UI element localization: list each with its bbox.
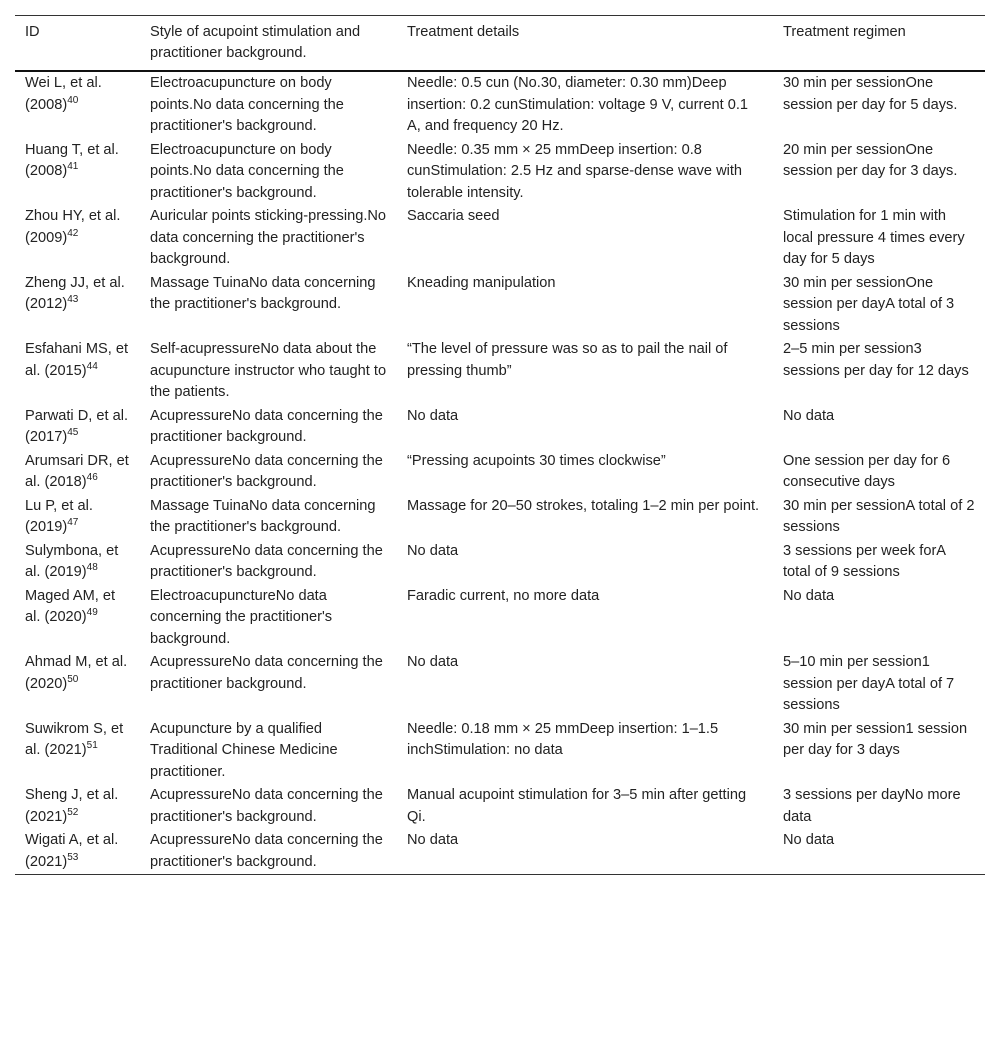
- stimulation-style-cell: Auricular points sticking-pressing.No data concerning the practitioner's background.: [150, 208, 387, 267]
- study-id: Arumsari DR, et al. (2018): [25, 452, 129, 490]
- table-row: [15, 450, 985, 495]
- stimulation-style-cell: AcupressureNo data concerning the practitioner's background.: [150, 787, 383, 825]
- table-header-row: [15, 16, 985, 72]
- study-id: Zhou HY, et al. (2009): [25, 208, 121, 246]
- stimulation-style-cell: Massage TuinaNo data concerning the practitioner's background.: [150, 497, 376, 535]
- reference-number: 48: [86, 562, 98, 573]
- header-details: Treatment details: [407, 24, 520, 40]
- study-id: Sheng J, et al. (2021): [25, 787, 119, 825]
- header-style: Style of acupoint stimulation and practitioner background.: [150, 24, 361, 61]
- reference-number: 49: [86, 607, 98, 618]
- reference-number: 45: [67, 427, 79, 438]
- study-id-cell: [15, 338, 140, 405]
- stimulation-style-cell: AcupressureNo data concerning the practitioner background.: [150, 407, 383, 445]
- study-id-cell: [15, 205, 140, 272]
- table-row: [15, 784, 985, 829]
- study-id: Maged AM, et al. (2020): [25, 587, 116, 625]
- treatment-regimen-cell: 30 min per session1 session per day for 3 days: [783, 720, 968, 758]
- treatment-regimen-cell: 30 min per sessionA total of 2 sessions: [783, 497, 975, 535]
- stimulation-style-cell: AcupressureNo data concerning the practitioner's background.: [150, 542, 383, 580]
- treatment-regimen-cell: 3 sessions per dayNo more data: [783, 787, 961, 825]
- table-row: [15, 205, 985, 272]
- treatment-details-cell: No data: [407, 542, 459, 559]
- treatment-details-cell: No data: [407, 654, 459, 670]
- treatment-regimen-cell: 30 min per sessionOne session per day for 5 days.: [783, 75, 958, 113]
- treatment-details-cell: Massage for 20–50 strokes, totaling 1–2 min per point.: [407, 497, 760, 514]
- reference-number: 53: [67, 851, 79, 863]
- treatment-details-cell: No data: [407, 832, 459, 848]
- treatment-regimen-cell: No data: [783, 587, 835, 604]
- table-row: [15, 651, 985, 718]
- treatment-details-cell: “Pressing acupoints 30 times clockwise”: [407, 452, 666, 469]
- study-id-cell: [15, 272, 140, 339]
- study-id-cell: [15, 718, 140, 785]
- treatment-regimen-cell: No data: [783, 407, 835, 424]
- table-row: [15, 718, 985, 785]
- study-id-cell: [15, 405, 140, 450]
- table-row: [15, 338, 985, 405]
- table-row: [15, 829, 985, 875]
- reference-number: 51: [86, 740, 98, 751]
- stimulation-style-cell: AcupressureNo data concerning the practitioner background.: [150, 654, 383, 692]
- reference-number: 52: [67, 806, 79, 818]
- treatment-regimen-cell: 30 min per sessionOne session per dayA total of 3 sessions: [783, 274, 955, 334]
- reference-number: 42: [67, 227, 79, 239]
- study-id-cell: [15, 450, 140, 495]
- study-id-cell: [15, 540, 140, 585]
- table-row: [15, 495, 985, 540]
- study-id: Wigati A, et al. (2021): [25, 832, 119, 870]
- stimulation-style-cell: AcupressureNo data concerning the practitioner's background.: [150, 452, 383, 490]
- study-id: Huang T, et al. (2008): [25, 141, 119, 179]
- treatment-details-cell: Needle: 0.5 cun (No.30, diameter: 0.30 mm)Deep insertion: 0.2 cunStimulation: voltage 9 V, current 0.1 A, and frequency 20 Hz.: [407, 75, 748, 134]
- table-row: [15, 540, 985, 585]
- reference-number: 43: [67, 294, 79, 305]
- study-id-cell: [15, 495, 140, 540]
- reference-number: 47: [67, 517, 79, 528]
- treatment-regimen-cell: Stimulation for 1 min with local pressure 4 times every day for 5 days: [783, 208, 965, 267]
- study-id: Sulymbona, et al. (2019): [25, 542, 119, 580]
- study-id-cell: [15, 829, 140, 875]
- treatment-details-cell: Kneading manipulation: [407, 274, 556, 291]
- reference-number: 44: [86, 360, 98, 372]
- study-id-cell: [15, 71, 140, 139]
- treatment-details-cell: Faradic current, no more data: [407, 587, 600, 604]
- study-id-cell: [15, 784, 140, 829]
- treatment-details-cell: Needle: 0.18 mm × 25 mmDeep insertion: 1–1.5 inchStimulation: no data: [407, 720, 719, 758]
- reference-number: 41: [67, 161, 79, 172]
- study-id: Zheng JJ, et al. (2012): [25, 274, 125, 312]
- table-row: [15, 585, 985, 652]
- stimulation-style-cell: Electroacupuncture on body points.No data concerning the practitioner's background.: [150, 75, 344, 134]
- study-id: Lu P, et al. (2019): [25, 497, 93, 535]
- table-body: [15, 71, 985, 875]
- study-id: Suwikrom S, et al. (2021): [25, 720, 124, 758]
- reference-number: 40: [67, 94, 79, 106]
- treatment-regimen-cell: 2–5 min per session3 sessions per day for 12 days: [783, 341, 969, 379]
- treatment-details-cell: No data: [407, 407, 459, 424]
- study-id-cell: [15, 651, 140, 718]
- treatment-regimen-cell: 3 sessions per week forA total of 9 sessions: [783, 542, 946, 580]
- study-id: Esfahani MS, et al. (2015): [25, 341, 129, 379]
- reference-number: 46: [86, 472, 98, 483]
- header-regimen: Treatment regimen: [783, 24, 906, 40]
- treatment-details-cell: Manual acupoint stimulation for 3–5 min after getting Qi.: [407, 787, 747, 825]
- reference-number: 50: [67, 673, 79, 685]
- acupoint-studies-table: [15, 15, 985, 875]
- treatment-regimen-cell: 5–10 min per session1 session per dayA total of 7 sessions: [783, 654, 955, 713]
- table-row: [15, 71, 985, 139]
- treatment-details-cell: “The level of pressure was so as to pail the nail of pressing thumb”: [407, 341, 728, 379]
- treatment-details-cell: Needle: 0.35 mm × 25 mmDeep insertion: 0.8 cunStimulation: 2.5 Hz and sparse-dense wave with tolerable intensity.: [407, 141, 743, 201]
- stimulation-style-cell: AcupressureNo data concerning the practitioner's background.: [150, 832, 383, 870]
- stimulation-style-cell: Acupuncture by a qualified Traditional Chinese Medicine practitioner.: [150, 720, 338, 780]
- study-id-cell: [15, 585, 140, 652]
- treatment-regimen-cell: 20 min per sessionOne session per day for 3 days.: [783, 141, 958, 179]
- study-id: Wei L, et al. (2008): [25, 75, 102, 113]
- study-id-cell: [15, 139, 140, 206]
- study-id: Parwati D, et al. (2017): [25, 407, 129, 445]
- stimulation-style-cell: Massage TuinaNo data concerning the practitioner's background.: [150, 274, 376, 312]
- treatment-details-cell: Saccaria seed: [407, 208, 500, 224]
- study-id: Ahmad M, et al. (2020): [25, 654, 128, 692]
- table-row: [15, 272, 985, 339]
- stimulation-style-cell: Self-acupressureNo data about the acupuncture instructor who taught to the patients.: [150, 341, 387, 400]
- treatment-regimen-cell: One session per day for 6 consecutive days: [783, 452, 951, 490]
- stimulation-style-cell: ElectroacupunctureNo data concerning the practitioner's background.: [150, 587, 333, 647]
- header-id: ID: [25, 24, 40, 40]
- treatment-regimen-cell: No data: [783, 832, 835, 848]
- table-row: [15, 139, 985, 206]
- stimulation-style-cell: Electroacupuncture on body points.No data concerning the practitioner's background.: [150, 141, 344, 201]
- table-row: [15, 405, 985, 450]
